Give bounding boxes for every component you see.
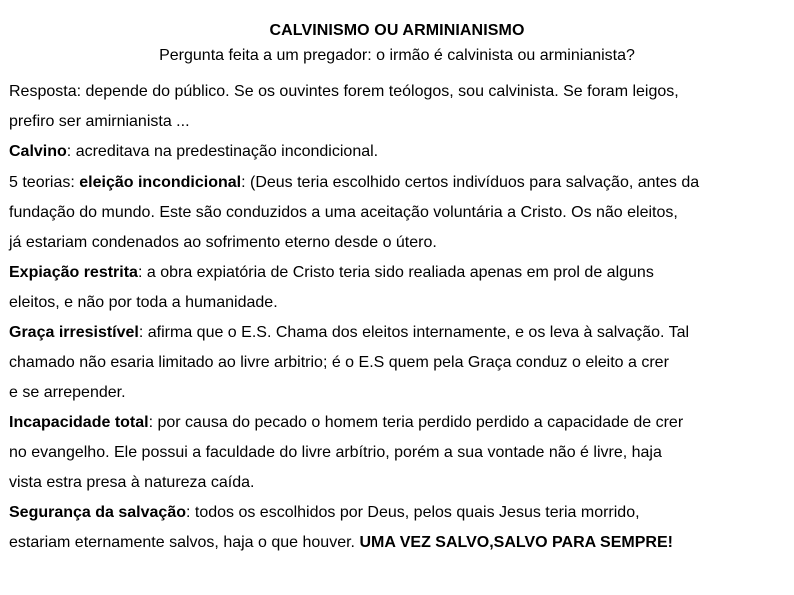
eleicao-text: : (Deus teria escolhido certos indivíduos para salvação, antes da (241, 174, 700, 191)
page-subtitle: Pergunta feita a um pregador: o irmão é calvinista ou arminianista? (159, 47, 635, 64)
term-graca: Graça irresistível (9, 324, 139, 341)
text-line-seguranca-2 (9, 533, 673, 553)
seguranca-text-2: estariam eternamente salvos, haja o que houver. (9, 534, 360, 551)
text-line-answer-2: prefiro ser amirnianista ... (9, 113, 190, 130)
closing-emphasis: UMA VEZ SALVO,SALVO PARA SEMPRE! (359, 534, 673, 551)
text-line-graca (9, 323, 689, 343)
term-expiacao: Expiação restrita (9, 264, 138, 281)
text-line-expiacao-2: eleitos, e não por toda a humanidade. (9, 294, 278, 311)
text-line-expiacao (9, 263, 654, 283)
text-line-incapacidade (9, 413, 683, 433)
theories-prefix: 5 teorias: (9, 174, 80, 191)
text-line-calvino (9, 142, 378, 162)
text-line-incapacidade-3: vista estra presa à natureza caída. (9, 474, 255, 491)
text-line-eleicao-3: já estariam condenados ao sofrimento eterno desde o útero. (9, 234, 437, 251)
text-line-graca-2: chamado não esaria limitado ao livre arbitrio; é o E.S quem pela Graça conduz o eleito a crer (9, 354, 669, 371)
text-line-incapacidade-2: no evangelho. Ele possui a faculdade do livre arbítrio, porém a sua vontade não é livre, haja (9, 444, 662, 461)
text-line-eleicao-2: fundação do mundo. Este são conduzidos a uma aceitação voluntária a Cristo. Os não eleitos, (9, 204, 678, 221)
term-incapacidade: Incapacidade total (9, 414, 149, 431)
text-line-seguranca (9, 503, 640, 523)
text-line-graca-3: e se arrepender. (9, 384, 126, 401)
term-seguranca: Segurança da salvação (9, 504, 186, 521)
term-eleicao: eleição incondicional (79, 174, 242, 191)
graca-text: : afirma que o E.S. Chama dos eleitos internamente, e os leva à salvação. Tal (138, 324, 690, 341)
term-calvino: Calvino (9, 143, 67, 160)
text-line-answer-1: Resposta: depende do público. Se os ouvintes forem teólogos, sou calvinista. Se foram leigos, (9, 83, 679, 100)
seguranca-text: : todos os escolhidos por Deus, pelos quais Jesus teria morrido, (185, 504, 640, 521)
expiacao-text: : a obra expiatória de Cristo teria sido realiada apenas em prol de alguns (137, 264, 654, 281)
calvino-text: : acreditava na predestinação incondicional. (66, 143, 379, 160)
incapacidade-text: : por causa do pecado o homem teria perdido perdido a capacidade de crer (148, 414, 684, 431)
text-line-theories (9, 173, 699, 193)
page-title: CALVINISMO OU ARMINIANISMO (269, 22, 525, 39)
